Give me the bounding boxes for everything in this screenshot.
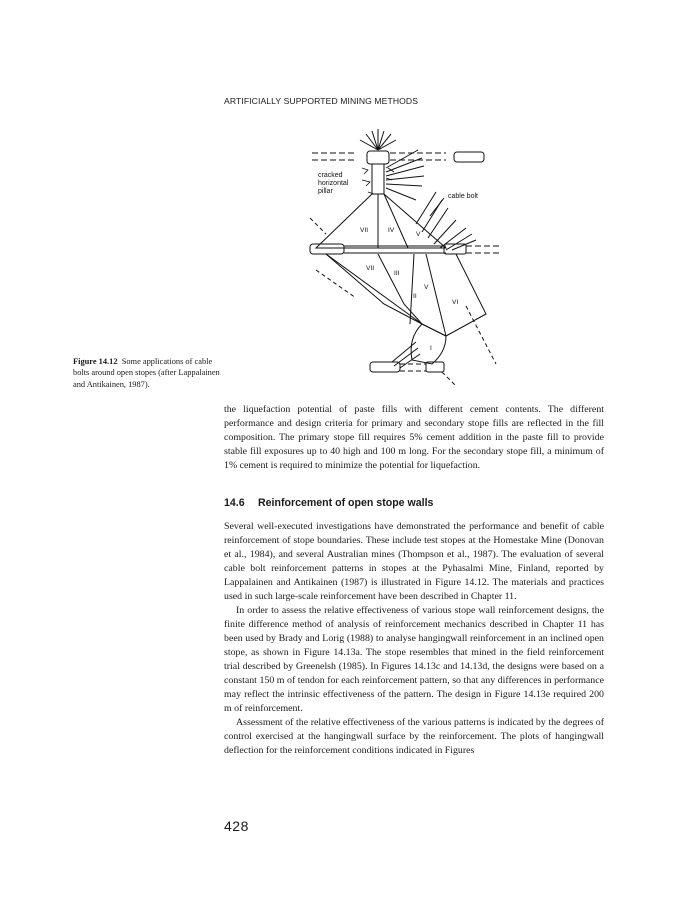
paragraph-top-text: the liquefaction potential of paste fills with different cement contents. The different performance and design criteria for primary and secondary stope fills are reflected in the fill composition. The primary stope fill requires 5% cement addition in the paste fill to provide stable fill exposures up to 40 high and 100 m long. For the secondary stope fill, a minimum of 1% cement is required to minimize the potential for liquefaction. — [224, 404, 604, 471]
lower-stope-outline — [326, 254, 486, 336]
zone-ii: II — [413, 293, 417, 300]
paragraph-2: In order to assess the relative effectiveness of various stope wall reinforcement designs, the finite difference method of analysis of reinforcement mechanics described in Chapter 11 has been used by Brady and Lorig (1988) to analyse hangingwall reinforcement in an inclined open stope, as shown in Figure 14.13a. The stope resembles that mined in the field reinforcement trial described by Greenelsh (1985). In Figures 14.13c and 14.13d, the designs were based on a constant 150 m of tendon for each reinforcement pattern, so that any differences in performance may reflect the intrinsic effectiveness of the pattern. The design in Figure 14.13e required 200 m of reinforcement. — [224, 605, 604, 714]
pillar-fan-bolts — [386, 150, 424, 200]
bottom-drift-left — [370, 362, 400, 372]
upper-drift-end — [454, 152, 484, 162]
caption-text: Some applications of cable bolts around open stopes (after Lappalainen and Antikainen, 1987). — [73, 357, 220, 389]
lower-stope-divider-3 — [426, 254, 446, 336]
label-cable-bolt: cable bolt — [448, 193, 478, 200]
label-horizontal: horizontal — [318, 180, 349, 187]
paragraph-1: Several well-executed investigations have demonstrated the performance and benefit of cable reinforcement of stope boundaries. These include test stopes at the Homestake Mine (Donovan et al., 1984), and several Australian mines (Thompson et al., 1987). The evaluation of several cable bolt reinforcement patterns in stopes at the Pyhasalmi Mine, Finland, reported by Lappalainen and Antikainen (1987) is illustrated in Figure 14.12. The materials and practices used in such large-scale reinforcement have been described in Chapter 11. — [224, 521, 604, 602]
pillar-head — [367, 151, 389, 164]
middle-drift — [344, 246, 446, 253]
section-heading — [224, 497, 604, 509]
upper-stope — [316, 194, 446, 248]
stope-diagram — [296, 128, 506, 396]
section-body — [224, 520, 604, 758]
zone-v-upper: V — [416, 231, 421, 238]
zone-vii-lower: VII — [366, 265, 375, 272]
page-number: 428 — [224, 818, 249, 834]
middle-drift-left — [310, 244, 344, 254]
upper-drift-right — [390, 153, 446, 160]
hangingwall-trace-upper — [310, 218, 326, 234]
figure-caption — [73, 356, 223, 390]
hangingwall-trace-lower — [466, 306, 496, 364]
section-title: Reinforcement of open stope walls — [258, 497, 434, 509]
upper-drift — [312, 153, 356, 160]
zone-i: I — [430, 345, 432, 352]
figure-cable-bolts — [296, 128, 506, 396]
pillar-top-bolts — [360, 129, 396, 150]
label-pillar: pillar — [318, 188, 333, 195]
lower-stope-divider-1 — [378, 254, 422, 324]
cone-bolts — [392, 342, 420, 368]
zone-vi: VI — [452, 299, 459, 306]
paragraph-top — [224, 403, 604, 473]
label-cracked: cracked — [318, 172, 343, 179]
zone-v-lower: V — [424, 284, 429, 291]
caption-label: Figure 14.12 — [73, 357, 118, 366]
middle-drift-right — [466, 246, 501, 253]
zone-vii-upper: VII — [360, 227, 369, 234]
zone-iii: III — [394, 270, 400, 277]
section-number: 14.6 — [224, 497, 245, 509]
running-head: ARTIFICIALLY SUPPORTED MINING METHODS — [224, 96, 419, 106]
pillar-walls — [372, 164, 384, 194]
cone-stope — [411, 324, 446, 364]
zone-iv: IV — [388, 227, 395, 234]
pillar-cracks — [362, 168, 394, 194]
paragraph-3: Assessment of the relative effectiveness of the various patterns is indicated by the degrees of control exercised at the hangingwall surface by the reinforcement. The plots of hangingwall deflection for the reinforcement conditions indicated in Figures — [224, 717, 604, 756]
bottom-trace — [442, 372, 456, 386]
hangingwall-bolts-upper — [416, 192, 476, 250]
